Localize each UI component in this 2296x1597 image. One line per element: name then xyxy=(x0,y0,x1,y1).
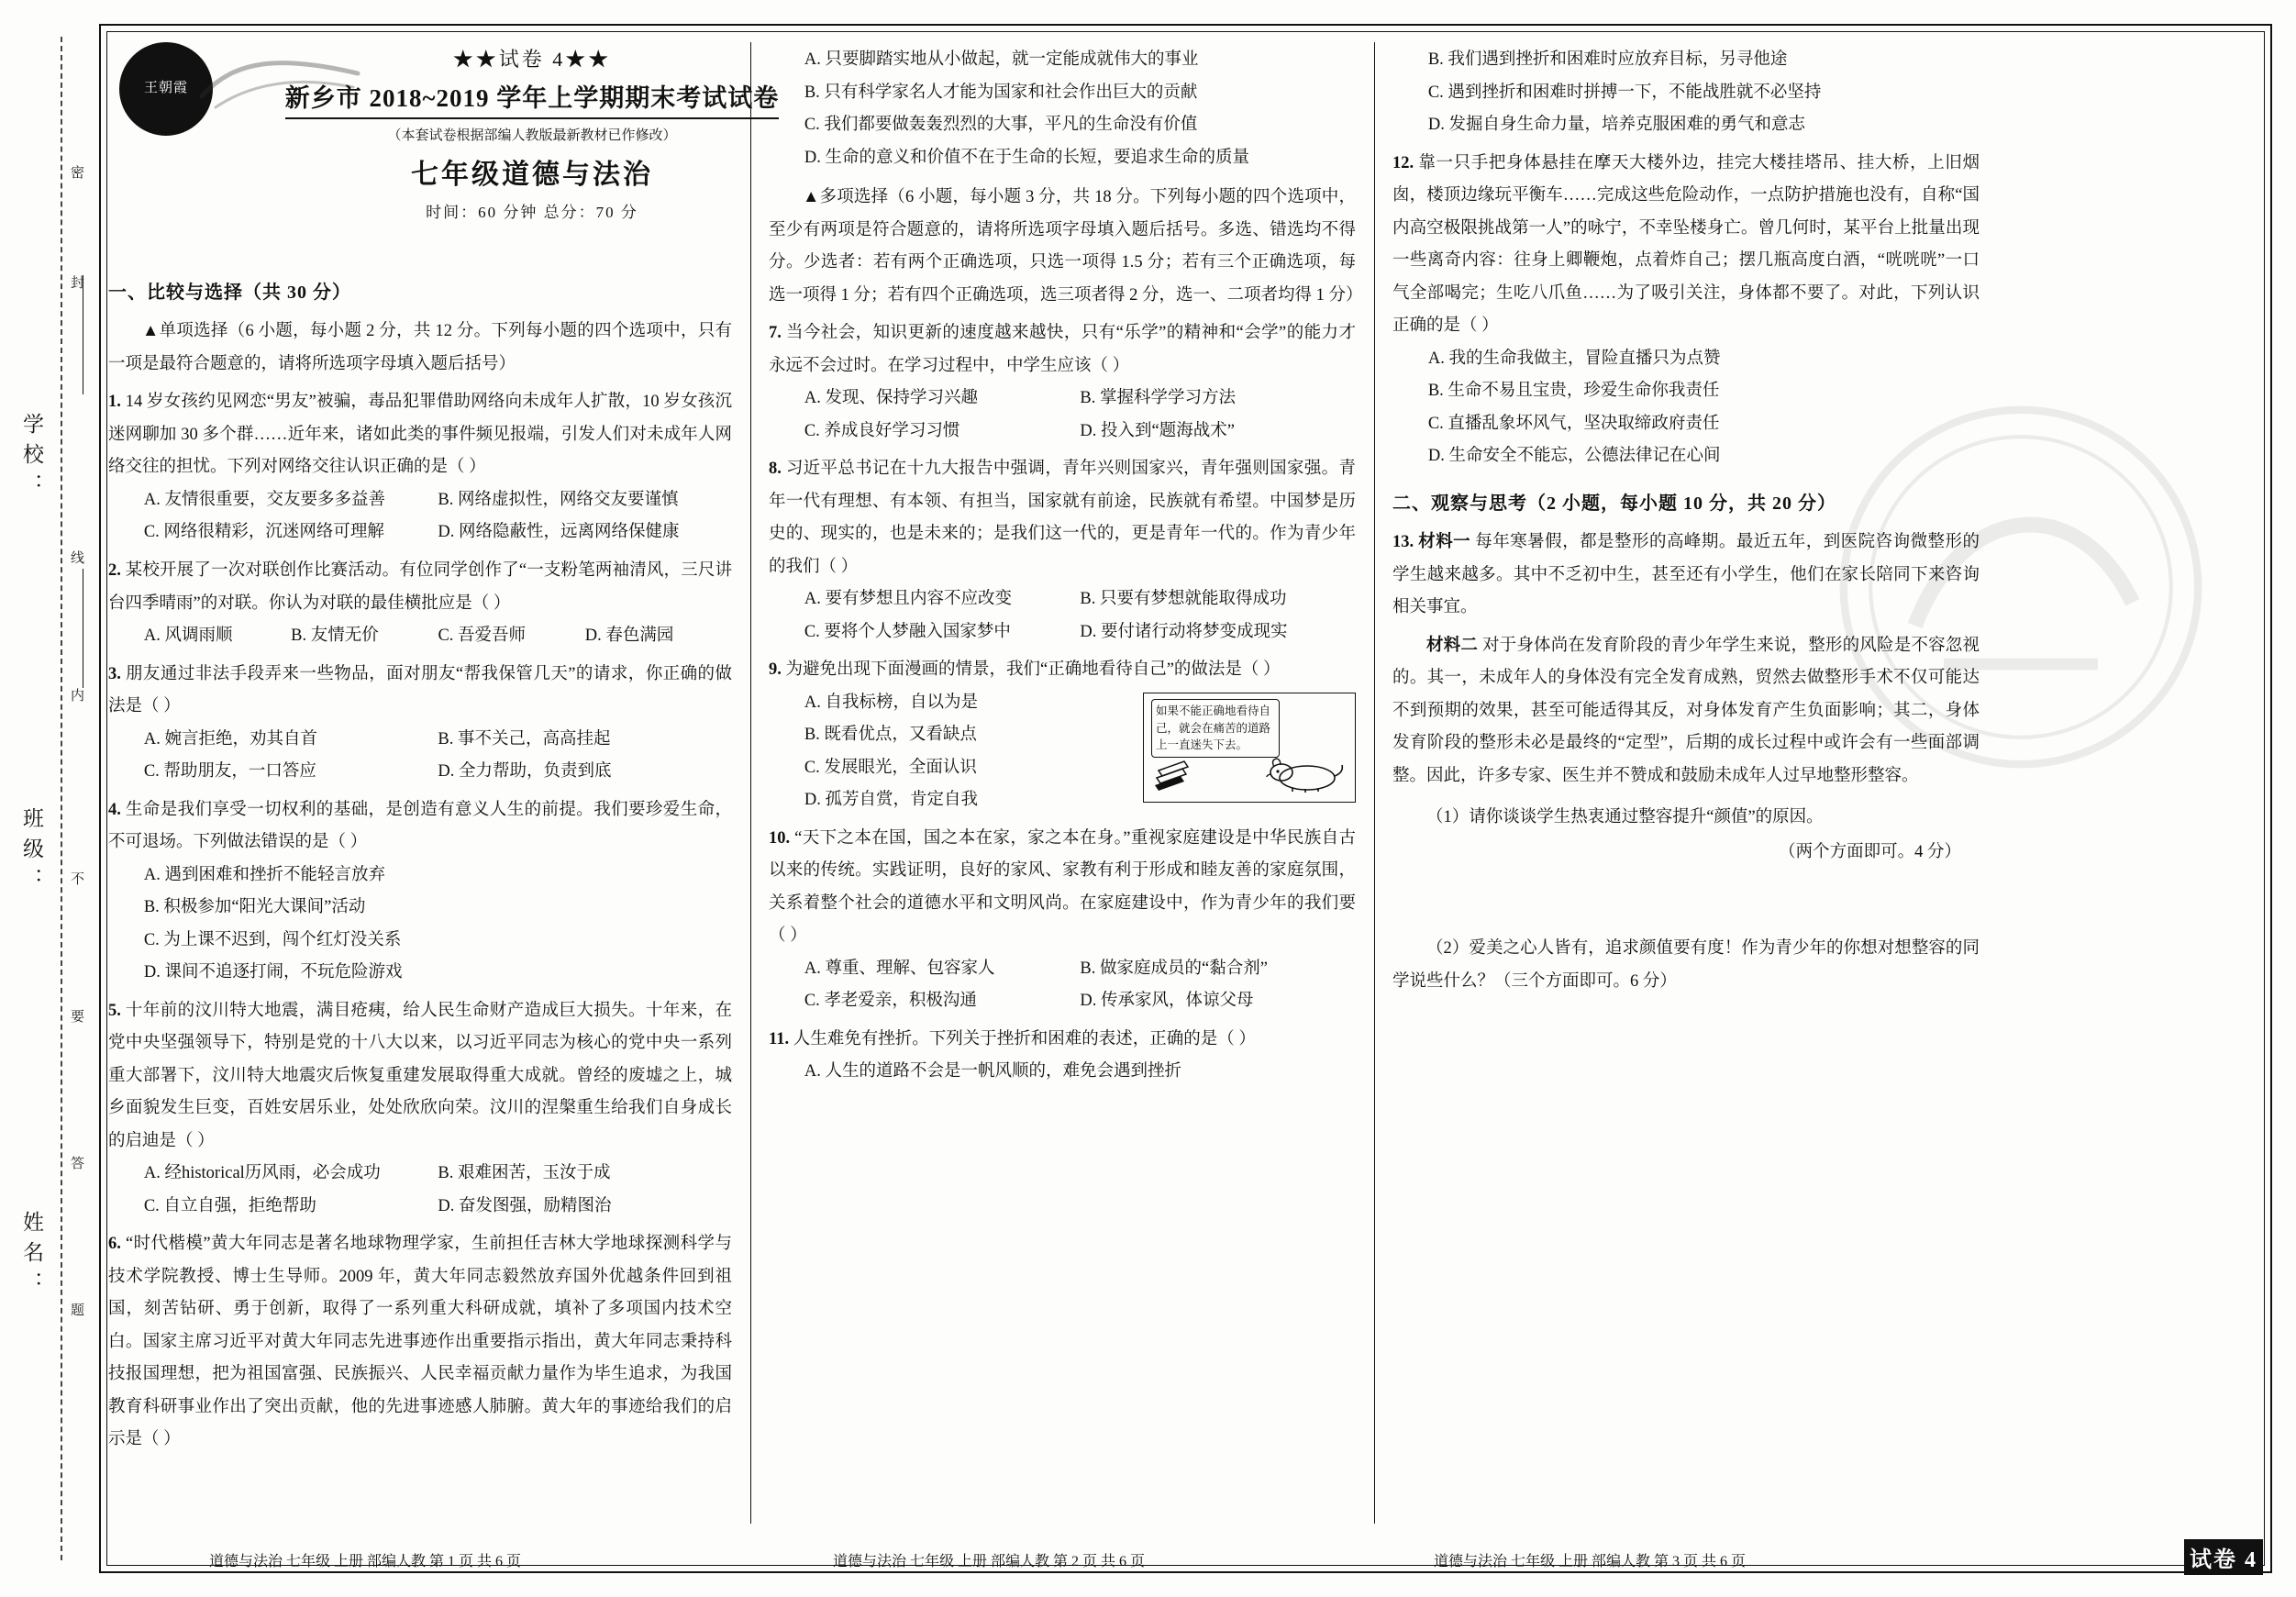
q3-option-c[interactable]: C. 帮助朋友，一口答应 xyxy=(143,762,316,782)
question-2 xyxy=(108,555,732,620)
question-10 xyxy=(769,823,1356,953)
q5-option-c[interactable]: C. 自立自强，拒绝帮助 xyxy=(143,1196,316,1215)
seal-mark-6: 要 xyxy=(69,1009,83,1025)
question-3 xyxy=(108,659,732,724)
question-3-options xyxy=(108,724,732,789)
q10-option-b[interactable]: B. 做家庭成员的“黏合剂” xyxy=(1080,959,1268,978)
q10-option-d[interactable]: D. 传承家风，体谅父母 xyxy=(1080,992,1254,1011)
q1-option-a[interactable]: A. 友情很重要，交友要多多益善 xyxy=(143,490,385,509)
q1-option-c[interactable]: C. 网络很精彩，沉迷网络可理解 xyxy=(143,523,384,542)
question-5-number: 5. xyxy=(108,1001,121,1020)
question-5-options xyxy=(108,1158,732,1223)
dog-illustration-icon xyxy=(1265,750,1344,793)
question-8-options xyxy=(769,583,1356,649)
material-2-block xyxy=(1392,630,1980,793)
comic-caption: 如果不能正确地看待自己，就会在痛苦的道路上一直迷失下去。 xyxy=(1151,699,1280,758)
seal-mark-3: 线 xyxy=(69,550,83,566)
question-11 xyxy=(769,1024,1356,1057)
question-5 xyxy=(108,995,732,1159)
paper-subtitle: （本套试卷根据部编人教版最新教材已作修改） xyxy=(387,128,677,143)
question-11-options-part1 xyxy=(769,1056,1356,1089)
question-1-number: 1. xyxy=(108,393,121,412)
seal-mark-7: 答 xyxy=(69,1156,83,1171)
column-3 xyxy=(1392,33,1980,1524)
question-1-options xyxy=(108,484,732,549)
q9-option-a[interactable]: A. 自我标榜，自以为是 xyxy=(804,693,978,712)
books-icon xyxy=(1153,758,1201,794)
question-4-stem: 生命是我们享受一切权利的基础，是创造有意义人生的前提。我们要珍爱生命，不可退场。下列做法错误的是（ ） xyxy=(108,800,732,852)
question-10-options xyxy=(769,953,1356,1018)
question-4-options xyxy=(108,859,732,990)
q4-option-c[interactable]: C. 为上课不迟到，闯个红灯没关系 xyxy=(143,930,402,949)
question-10-stem: “天下之本在国，国之本在家，家之本在身。”重视家庭建设是中华民族自古以来的传统。实践证明，良好的家风、家教有利于形成和睦友善的家庭氛围，关系着整个社会的道德水平和文明风尚。在家庭建设中，作为青少年的我们要（ ） xyxy=(769,828,1356,946)
question-2-number: 2. xyxy=(108,561,121,580)
question-9-stem: 为避免出现下面漫画的情景，我们“正确地看待自己”的做法是（ ） xyxy=(785,660,1281,680)
question-1-stem: 14 岁女孩约见网恋“男友”被骗，毒品犯罪借助网络向未成年人扩散，10 岁女孩沉迷网聊加 30 多个群……近年来，诸如此类的事件频见报端，引发人们对未成年人网络交往的担忧。下列对网络交往认识正确的是（ ） xyxy=(108,393,733,477)
question-7-number: 7. xyxy=(769,324,782,343)
question-6-options xyxy=(769,44,1356,174)
single-choice-intro: ▲单项选择（6 小题，每小题 2 分，共 12 分。下列每小题的四个选项中，只有一项是最符合题意的，请将所选项字母填入题后括号） xyxy=(108,322,732,373)
material-2-text: 对于身体尚在发育阶段的青少年学生来说，整形的风险是不容忽视的。其一，未成年人的身体没有完全发育成熟，贸然去做整形手术不仅可能达不到预期的效果，甚至可能适得其反，对身体发育产生负面影响；其二，身体发育阶段的整形未必是最终的“定型”，后期的成长过程中或许会有一些面部调整。因此，许多专家、医生并不赞成和鼓励未成年人过早地整形整容。 xyxy=(1392,636,1980,785)
question-4-number: 4. xyxy=(108,800,121,819)
question-13-number: 13. 材料一 xyxy=(1392,533,1471,552)
question-3-stem: 朋友通过非法手段弄来一些物品，面对朋友“帮我保管几天”的请求，你正确的做法是（ ） xyxy=(108,664,732,716)
content-columns xyxy=(108,33,2263,1524)
multi-choice-intro: ▲多项选择（6 小题，每小题 3 分，共 18 分。下列每小题的四个选项中，至少有两项是符合题意的，请将所选项字母填入题后括号。多选、错选均不得分。少选者：若有两个正确选项，只选一项得 1.5 分；若有三个正确选项，每选一项得 1 分；若有四个正确选项，选三项者得 2 分，选一、二项者均得 1 分） xyxy=(769,188,1363,305)
q3-option-b[interactable]: B. 事不关己，高高挂起 xyxy=(438,729,611,749)
question-7-options xyxy=(769,383,1356,448)
sub-question-1: （1）请你谈谈学生热衷通过整容提升“颜值”的原因。 xyxy=(1426,808,1824,827)
q3-option-d[interactable]: D. 全力帮助，负责到底 xyxy=(438,762,612,782)
section-2-heading: 二、观察与思考（2 小题，每小题 10 分，共 20 分） xyxy=(1392,493,1836,514)
question-12 xyxy=(1392,148,1980,343)
dashed-fold-line xyxy=(61,37,62,1560)
column-divider-1 xyxy=(750,42,751,1524)
footer-page-3: 道德与法治 七年级 上册 部编人教 第 3 页 共 6 页 xyxy=(1434,1554,1747,1569)
column-1 xyxy=(108,33,732,1524)
question-13 xyxy=(1392,527,1980,625)
question-9 xyxy=(769,654,1356,687)
footer-page-2: 道德与法治 七年级 上册 部编人教 第 2 页 共 6 页 xyxy=(833,1554,1146,1569)
q6-option-a[interactable]: A. 只要脚踏实地从小做起，就一定能成就伟大的事业 xyxy=(804,50,1199,69)
question-12-number: 12. xyxy=(1392,153,1414,172)
q8-option-c[interactable]: C. 要将个人梦融入国家梦中 xyxy=(804,622,1011,641)
question-8-stem: 习近平总书记在十九大报告中强调，青年兴则国家兴，青年强则国家强。青年一代有理想、有本领、有担当，国家就有前途，民族就有希望。中国梦是历史的、现实的，也是未来的；是我们这一代的，更是青年一代的。作为青少年的我们（ ） xyxy=(769,460,1356,576)
q6-option-d[interactable]: D. 生命的意义和价值不在于生命的长短，要追求生命的质量 xyxy=(804,148,1249,167)
q11-option-c[interactable]: C. 遇到挫折和困难时拼搏一下，不能战胜就不必坚持 xyxy=(1427,83,1822,102)
question-7 xyxy=(769,317,1356,383)
question-2-options xyxy=(108,620,732,653)
q9-option-c[interactable]: C. 发展眼光，全面认识 xyxy=(804,758,977,777)
school-label: 学校： xyxy=(20,413,43,504)
time-score-line: 时间：60 分钟 总分：70 分 xyxy=(426,204,638,221)
q5-option-a[interactable]: A. 经historical历风雨，必会成功 xyxy=(143,1164,381,1183)
q12-option-c[interactable]: C. 直播乱象坏风气，坚决取缔政府责任 xyxy=(1427,414,1720,433)
paper-stamp-label: 试卷 4 xyxy=(2184,1539,2263,1575)
question-2-stem: 某校开展了一次对联创作比赛活动。有位同学创作了“一支粉笔两袖清风，三尺讲台四季晴雨”的对联。你认为对联的最佳横批应是（ ） xyxy=(108,561,733,613)
grade-subject-title: 七年级道德与法治 xyxy=(411,160,653,190)
column-2 xyxy=(769,33,1363,1524)
q4-option-a[interactable]: A. 遇到困难和挫折不能轻言放弃 xyxy=(143,865,385,884)
q9-option-b[interactable]: B. 既看优点，又看缺点 xyxy=(804,726,977,745)
question-8-number: 8. xyxy=(769,460,782,479)
q10-option-a[interactable]: A. 尊重、理解、包容家人 xyxy=(804,959,995,978)
question-6-number: 6. xyxy=(108,1235,121,1254)
page-footer xyxy=(108,1549,2263,1577)
q7-option-b[interactable]: B. 掌握科学学习方法 xyxy=(1080,389,1237,408)
question-5-stem: 十年前的汶川特大地震，满目疮痍，给人民生命财产造成巨大损失。十年来，在党中央坚强领导下，特别是党的十八大以来，以习近平同志为核心的党中央一系列重大部署下，汶川特大地震灾后恢复重建发展取得重大成就。曾经的废墟之上，城乡面貌发生巨变，百姓安居乐业，处处欣欣向荣。汶川的涅槃重生给我们自身成长的启迪是（ ） xyxy=(108,1001,732,1150)
paper-tag: ★★试卷 4★★ xyxy=(452,48,612,71)
question-3-number: 3. xyxy=(108,664,121,683)
q11-option-d[interactable]: D. 发掘自身生命力量，培养克服困难的勇气和意志 xyxy=(1427,116,1805,135)
seal-mark-1: 密 xyxy=(69,165,83,181)
seal-mark-5: 不 xyxy=(69,871,83,887)
q5-option-d[interactable]: D. 奋发图强，励精图治 xyxy=(438,1196,612,1215)
question-1 xyxy=(108,386,732,484)
seal-mark-4: 内 xyxy=(69,688,83,704)
q1-option-b[interactable]: B. 网络虚拟性，网络交友要谨慎 xyxy=(438,490,679,509)
q1-option-d[interactable]: D. 网络隐蔽性，远离网络保健康 xyxy=(438,523,680,542)
q12-option-d[interactable]: D. 生命安全不能忘，公德法律记在心间 xyxy=(1427,447,1721,466)
answer-space-2[interactable] xyxy=(1392,998,1980,1062)
q8-option-b[interactable]: B. 只要有梦想就能取得成功 xyxy=(1080,590,1287,609)
paper-stamp xyxy=(2180,1539,2263,1575)
question-6-stem: “时代楷模”黄大年同志是著名地球物理学家，生前担任吉林大学地球探测科学与技术学院教授、博士生导师。2009 年，黄大年同志毅然放弃国外优越条件回到祖国，刻苦钻研、勇于创新，取得了一系列重大科研成就，填补了多项国内技术空白。国家主席习近平对黄大年同志先进事迹作出重要指示指出，黄大年同志秉持科技报国理想，把为祖国富强、民族振兴、人民幸福贡献力量作为毕生追求，为我国教育科研事业作出了突出贡献，他的先进事迹感人肺腑。黄大年的事迹给我们的启示是（ ） xyxy=(108,1235,732,1449)
seal-text: 王朝霞 xyxy=(143,81,188,96)
question-11-stem: 人生难免有挫折。下列关于挫折和困难的表述，正确的是（ ） xyxy=(793,1029,1256,1048)
question-9-body xyxy=(769,687,1356,817)
seal-mark-2: 封 xyxy=(69,275,83,291)
footer-page-1: 道德与法治 七年级 上册 部编人教 第 1 页 共 6 页 xyxy=(209,1554,522,1569)
q4-option-d[interactable]: D. 课间不追逐打闹，不玩危险游戏 xyxy=(143,963,403,982)
q5-option-b[interactable]: B. 艰难困苦，玉汝于成 xyxy=(438,1164,611,1183)
q7-option-d[interactable]: D. 投入到“题海战术” xyxy=(1080,421,1235,440)
question-4 xyxy=(108,794,732,859)
q12-option-b[interactable]: B. 生命不易且宝贵，珍爱生命你我责任 xyxy=(1427,382,1720,401)
section-1-heading: 一、比较与选择（共 30 分） xyxy=(108,283,351,303)
material-2-label: 材料二 xyxy=(1426,636,1479,655)
q2-option-d[interactable]: D. 春色满园 xyxy=(584,627,674,646)
question-9-number: 9. xyxy=(769,660,782,680)
comic-illustration xyxy=(1143,693,1356,803)
q4-option-b[interactable]: B. 积极参加“阳光大课间”活动 xyxy=(143,898,366,917)
q9-option-d[interactable]: D. 孤芳自赏，肯定自我 xyxy=(804,791,978,810)
question-6 xyxy=(108,1228,732,1457)
column-divider-2 xyxy=(1374,42,1375,1524)
answer-space-1[interactable] xyxy=(1392,869,1980,933)
question-12-options xyxy=(1392,343,1980,473)
sub-question-2: （2）爱美之心人皆有，追求颜值要有度！作为青少年的你想对想整容的同学说些什么？（三个方面即可。6 分） xyxy=(1392,939,1980,991)
question-8 xyxy=(769,453,1356,583)
question-7-stem: 当今社会，知识更新的速度越来越快，只有“乐学”的精神和“会学”的能力才永远不会过时。在学习过程中，中学生应该（ ） xyxy=(769,324,1356,375)
sub-question-1-note: （两个方面即可。4 分） xyxy=(1779,842,1961,861)
q6-option-b[interactable]: B. 只有科学家名人才能为国家和社会作出巨大的贡献 xyxy=(804,83,1198,102)
binding-strip xyxy=(0,0,99,1597)
q2-option-c[interactable]: C. 吾爱吾师 xyxy=(438,627,527,646)
q7-option-a[interactable]: A. 发现、保持学习兴趣 xyxy=(804,389,978,408)
material-1-text: 每年寒暑假，都是整形的高峰期。最近五年，到医院咨询微整形的学生越来越多。其中不乏初中生，甚至还有小学生，他们在家长陪同下来咨询相关事宜。 xyxy=(1392,533,1980,617)
seal-mark-8: 题 xyxy=(69,1303,83,1318)
q8-option-a[interactable]: A. 要有梦想且内容不应改变 xyxy=(804,590,1012,609)
q8-option-d[interactable]: D. 要付诸行动将梦变成现实 xyxy=(1080,622,1288,641)
question-10-number: 10. xyxy=(769,828,791,848)
q10-option-c[interactable]: C. 孝老爱亲，积极沟通 xyxy=(804,992,977,1011)
q2-option-b[interactable]: B. 友情无价 xyxy=(291,627,379,646)
q3-option-a[interactable]: A. 婉言拒绝，劝其自首 xyxy=(143,729,317,749)
class-label: 班级： xyxy=(20,807,43,898)
q2-option-a[interactable]: A. 风调雨顺 xyxy=(143,627,233,646)
q12-option-a[interactable]: A. 我的生命我做主，冒险直播只为点赞 xyxy=(1427,349,1721,368)
q11-option-a[interactable]: A. 人生的道路不会是一帆风顺的，难免会遇到挫折 xyxy=(804,1062,1181,1081)
question-11-number: 11. xyxy=(769,1029,790,1048)
question-11-options-part2 xyxy=(1392,44,1980,142)
q6-option-c[interactable]: C. 我们都要做轰轰烈烈的大事，平凡的生命没有价值 xyxy=(804,116,1198,135)
q7-option-c[interactable]: C. 养成良好学习习惯 xyxy=(804,421,960,440)
q11-option-b[interactable]: B. 我们遇到挫折和困难时应放弃目标，另寻他途 xyxy=(1427,50,1788,69)
page-title: 新乡市 2018~2019 学年上学期期末考试试卷 xyxy=(285,78,780,119)
question-12-stem: 靠一只手把身体悬挂在摩天大楼外边，挂完大楼挂塔吊、挂大桥，上旧烟囱，楼顶边缘玩平衡车……完成这些危险动作，一点防护措施也没有，自称“国内高空极限挑战第一人”的咏宁，不幸坠楼身亡。曾几何时，某平台上批量出现一些离奇内容：往身上卿鞭炮，点着炸自己；摆几瓶高度白酒，“咣咣咣”一口气全部喝完；生吃八爪鱼……为了吸引关注，身体都不要了。对此，下列认识正确的是（ ） xyxy=(1392,153,1980,336)
name-label: 姓名： xyxy=(20,1211,43,1302)
